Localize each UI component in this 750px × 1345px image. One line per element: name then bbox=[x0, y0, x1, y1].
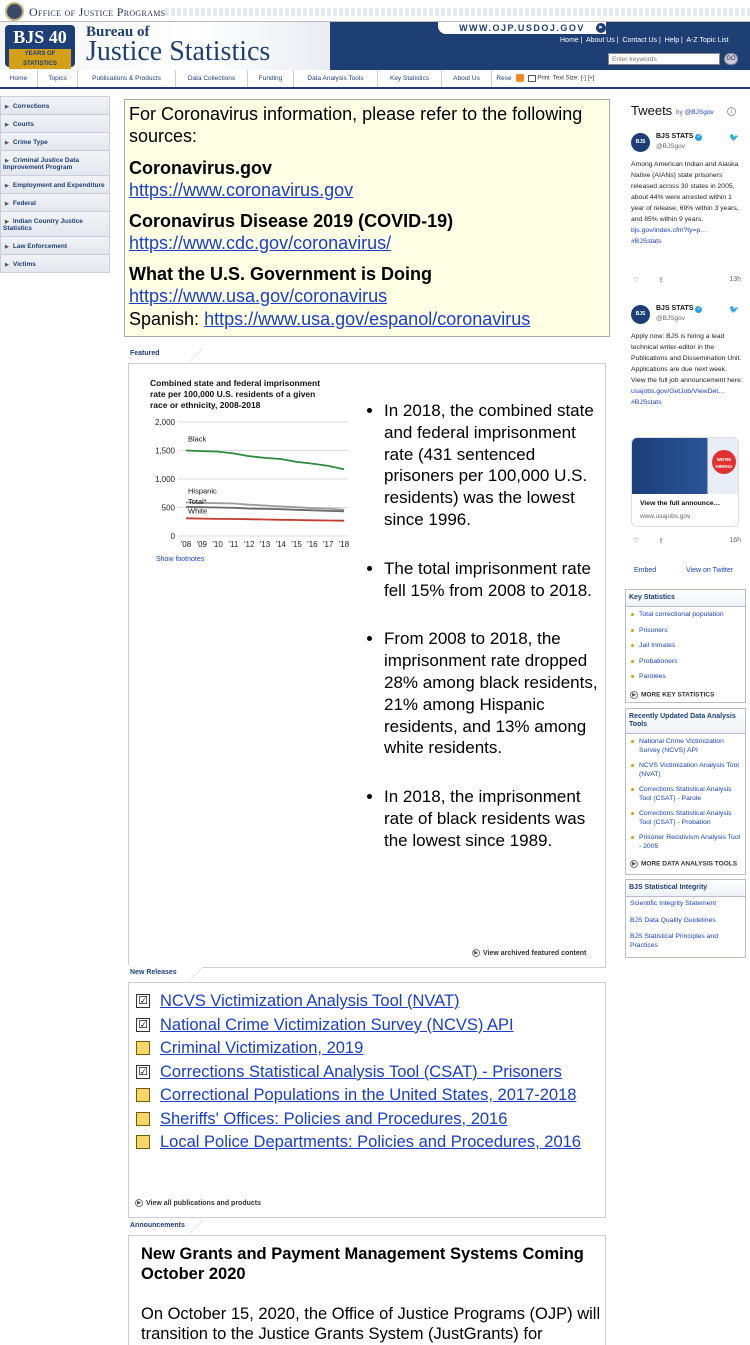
series-label: Total* bbox=[188, 496, 207, 506]
sidebar-item-label: Crime Type bbox=[12, 139, 48, 146]
view-archived-link[interactable] bbox=[472, 949, 586, 957]
tweet-body: Apply now: BJS is hiring a lead technical writer-editor in the Publications and Dissemination Unit. Applications are due next week. View the full job announcement here: bbox=[631, 333, 743, 384]
triangle-right-icon: ▶ bbox=[5, 244, 9, 250]
avatar[interactable]: BJS bbox=[631, 133, 650, 152]
featured-facts bbox=[362, 400, 602, 879]
integrity-link[interactable]: Scientific Integrity Statement bbox=[630, 900, 717, 907]
chart-title: Combined state and federal imprisonment bbox=[150, 378, 321, 388]
sidebar-item-federal[interactable] bbox=[0, 194, 110, 212]
corona-heading-3: What the U.S. Government is Doing bbox=[129, 264, 433, 284]
avatar[interactable]: BJS bbox=[631, 305, 650, 324]
release-list bbox=[134, 991, 604, 1156]
url-go-icon[interactable]: ▸ bbox=[596, 23, 606, 33]
list-item bbox=[134, 1038, 604, 1059]
twitter-handle-link[interactable]: @BJSgov bbox=[684, 109, 714, 116]
embed-link[interactable]: Embed bbox=[634, 567, 657, 574]
triangle-right-icon: ▶ bbox=[5, 262, 9, 268]
sidebar-item-victims[interactable] bbox=[0, 255, 110, 273]
checkbox-icon: ☑ bbox=[136, 1065, 150, 1079]
ojp-seal-icon[interactable] bbox=[5, 2, 24, 21]
tweet bbox=[631, 133, 743, 293]
checkbox-icon: ☑ bbox=[136, 994, 150, 1008]
sidebar-item-crime-type[interactable] bbox=[0, 133, 110, 151]
bjs-logo-area bbox=[0, 22, 330, 70]
y-tick-label: 0 bbox=[170, 532, 175, 541]
nav-data-collections[interactable]: Data Collections bbox=[176, 70, 248, 87]
list-item bbox=[134, 991, 604, 1012]
list-item[interactable]: Probationers bbox=[630, 658, 741, 667]
integrity-widget bbox=[625, 879, 746, 958]
list-item[interactable]: Prisoners bbox=[630, 627, 741, 636]
corona-heading-1: Coronavirus.gov bbox=[129, 158, 273, 178]
page-tools bbox=[516, 74, 594, 82]
tweet-link-card[interactable] bbox=[631, 437, 739, 527]
y-tick-label: 500 bbox=[161, 503, 175, 513]
ojp-bar bbox=[0, 0, 750, 22]
tweet-author-name: BJS STATS bbox=[656, 133, 694, 140]
list-item bbox=[134, 1062, 604, 1083]
integrity-links bbox=[626, 897, 745, 962]
book-icon bbox=[136, 1041, 150, 1055]
x-tick-label: '14 bbox=[275, 540, 287, 549]
x-tick-label: '11 bbox=[228, 540, 239, 549]
ojp-title[interactable]: Office of Justice Programs bbox=[29, 5, 166, 19]
sidebar-item-label: Employment and Expenditure bbox=[12, 182, 105, 189]
top-link-about[interactable]: About Us bbox=[585, 37, 615, 44]
tweets-by bbox=[676, 109, 714, 116]
bjs40-sub: YEARS OF STATISTICS bbox=[9, 49, 71, 69]
sidebar-item-indian-country[interactable] bbox=[0, 212, 110, 237]
triangle-right-icon: ▶ bbox=[5, 104, 9, 110]
sidebar-item-label: Victims bbox=[12, 261, 36, 268]
chart-title: rate per 100,000 U.S. residents of a given bbox=[150, 389, 316, 399]
series-label: White bbox=[188, 506, 208, 516]
y-tick-label: 1,000 bbox=[154, 475, 175, 484]
nav-data-analysis-tools[interactable]: Data Analysis Tools bbox=[294, 70, 378, 87]
tweet-text bbox=[631, 331, 743, 408]
new-releases-tab: New Releases bbox=[128, 965, 202, 983]
tweet-time[interactable]: 13h bbox=[729, 276, 741, 283]
list-item bbox=[134, 1015, 604, 1036]
tweet-author[interactable] bbox=[656, 305, 702, 313]
tweet-link[interactable]: usajobs.gov/GetJob/ViewDet… bbox=[631, 388, 725, 395]
x-tick-label: '15 bbox=[291, 540, 302, 549]
x-tick-label: '10 bbox=[212, 540, 223, 549]
print-icon[interactable] bbox=[528, 75, 536, 82]
card-title: View the full announce… bbox=[640, 500, 721, 507]
list-item[interactable]: Corrections Statistical Analysis Tool (CSAT) - Parole bbox=[630, 786, 741, 803]
show-footnotes-link[interactable]: Show footnotes bbox=[156, 556, 205, 563]
x-tick-label: '12 bbox=[243, 540, 255, 549]
arrow-right-icon: ▶ bbox=[472, 949, 480, 957]
list-item bbox=[134, 1085, 604, 1106]
x-tick-label: '13 bbox=[259, 540, 271, 549]
tweet-text bbox=[631, 159, 743, 247]
share-icon[interactable]: ⇪ bbox=[658, 277, 664, 284]
archived-label: View archived featured content bbox=[483, 949, 587, 957]
release-link[interactable]: National Crime Victimization Survey (NCVS) API bbox=[160, 1015, 514, 1034]
data-tools-widget bbox=[625, 708, 746, 875]
list-item[interactable]: Corrections Statistical Analysis Tool (CSAT) - Probation bbox=[630, 810, 741, 827]
fact-item: • The total imprisonment rate fell 15% from 2008 to 2018. bbox=[384, 558, 602, 602]
view-all-label: View all publications and products bbox=[146, 1199, 262, 1207]
sidebar-item-cjdip[interactable] bbox=[0, 151, 110, 176]
sidebar-item-label: Courts bbox=[12, 121, 34, 128]
corona-lead: For Coronavirus information, please refer to the following sources: bbox=[129, 104, 583, 146]
view-all-pubs-link[interactable] bbox=[135, 1199, 261, 1207]
sidebar-item-label: Criminal Justice Data Improvement Program bbox=[3, 157, 79, 171]
x-tick-label: '17 bbox=[322, 540, 334, 549]
corona-spanish bbox=[129, 308, 605, 331]
twitter-widget bbox=[625, 99, 746, 581]
search-button[interactable]: GO bbox=[724, 53, 738, 65]
key-statistics-list bbox=[626, 607, 745, 691]
triangle-right-icon: ▶ bbox=[5, 183, 9, 189]
top-link-az[interactable]: A-Z Topic List bbox=[686, 37, 729, 44]
bjs40-logo[interactable] bbox=[5, 25, 75, 67]
announcement-heading: New Grants and Payment Management Systems Coming October 2020 bbox=[141, 1245, 584, 1283]
data-tools-title: Recently Updated Data Analysis Tools bbox=[626, 709, 745, 734]
bjs40-number: BJS 40 bbox=[13, 27, 67, 47]
list-item[interactable]: Jail Inmates bbox=[630, 642, 741, 651]
more-label: MORE KEY STATISTICS bbox=[641, 691, 715, 699]
x-tick-label: '09 bbox=[196, 540, 208, 549]
triangle-right-icon: ▶ bbox=[5, 158, 9, 164]
card-image bbox=[632, 438, 739, 494]
nav-funding[interactable]: Funding bbox=[248, 70, 294, 87]
chart-title: race or ethnicity, 2008-2018 bbox=[150, 400, 261, 410]
release-link[interactable]: Corrections Statistical Analysis Tool (CSAT) - Prisoners bbox=[160, 1062, 562, 1081]
hiring-badge: WE'RE HIRING! bbox=[712, 450, 736, 474]
coronavirus-notice bbox=[124, 99, 610, 337]
sidebar-item-employment[interactable] bbox=[0, 176, 110, 194]
heart-icon[interactable]: ♡ bbox=[633, 277, 640, 284]
tweet-link[interactable]: bjs.gov/index.cfm?ty=p… bbox=[631, 227, 708, 234]
topic-sidebar bbox=[0, 96, 110, 273]
release-link[interactable]: Correctional Populations in the United States, 2017-2018 bbox=[160, 1086, 577, 1104]
announcement bbox=[141, 1244, 603, 1344]
nav-research[interactable]: Rese bbox=[496, 75, 512, 82]
sidebar-item-label: Corrections bbox=[12, 103, 50, 110]
verified-icon: ✓ bbox=[696, 134, 702, 140]
book-icon bbox=[136, 1135, 150, 1149]
share-icon[interactable]: ⇪ bbox=[658, 538, 664, 545]
nav-topics[interactable]: Topics bbox=[38, 70, 78, 87]
series-line-black bbox=[186, 451, 344, 470]
tweets-by-label: by bbox=[676, 109, 683, 116]
sidebar-item-label: Federal bbox=[12, 200, 36, 207]
tweet-handle[interactable]: @BJSgov bbox=[656, 315, 685, 322]
arrow-right-icon: ▶ bbox=[630, 691, 638, 699]
corona-link-spanish[interactable]: https://www.usa.gov/espanol/coronavirus bbox=[204, 309, 531, 329]
arrow-right-icon: ▶ bbox=[135, 1199, 143, 1207]
tweets-title: Tweets bbox=[631, 103, 673, 118]
y-tick-label: 2,000 bbox=[154, 418, 175, 427]
text-size-label: Text Size: bbox=[552, 75, 579, 82]
print-link[interactable]: Print bbox=[537, 75, 550, 82]
rss-icon[interactable] bbox=[516, 74, 524, 82]
sidebar-item-label: Indian Country Justice Statistics bbox=[3, 218, 83, 232]
list-item[interactable]: National Crime Victimization Survey (NCVS) API bbox=[630, 738, 741, 755]
key-statistics-title: Key Statistics bbox=[626, 590, 745, 607]
view-on-twitter-link[interactable]: View on Twitter bbox=[686, 567, 734, 574]
search-input[interactable] bbox=[608, 53, 720, 65]
book-icon bbox=[136, 1088, 150, 1102]
list-item[interactable]: Prisoner Recidivism Analysis Tool - 2005 bbox=[630, 834, 741, 851]
top-link-help[interactable]: Help bbox=[664, 37, 680, 44]
checkbox-icon: ☑ bbox=[136, 1018, 150, 1032]
key-statistics-widget bbox=[625, 589, 746, 703]
tweet-time[interactable]: 16h bbox=[729, 537, 741, 544]
series-label: Hispanic bbox=[188, 486, 217, 496]
fact-item: • In 2018, the imprisonment rate of black residents was the lowest since 1989. bbox=[384, 786, 602, 851]
corona-link-1[interactable]: https://www.coronavirus.gov bbox=[129, 180, 354, 200]
tweet-handle[interactable]: @BJSgov bbox=[656, 143, 685, 150]
sidebar-item-courts[interactable] bbox=[0, 115, 110, 133]
integrity-link[interactable]: BJS Data Quality Guidelines bbox=[630, 916, 716, 924]
nav-key-statistics[interactable]: Key Statistics bbox=[378, 70, 442, 87]
corona-link-2[interactable]: https://www.cdc.gov/coronavirus/ bbox=[129, 233, 392, 253]
nav-publications[interactable]: Publications & Products bbox=[78, 70, 176, 87]
more-data-tools-link[interactable] bbox=[626, 860, 745, 872]
decorative-stripe bbox=[165, 8, 750, 16]
featured-tab: Featured bbox=[128, 346, 202, 364]
more-key-statistics-link[interactable] bbox=[626, 691, 745, 703]
sidebar-item-label: Law Enforcement bbox=[12, 243, 68, 250]
bjs-name-line2[interactable]: Justice Statistics bbox=[86, 36, 271, 67]
top-link-contact[interactable]: Contact Us bbox=[622, 37, 658, 44]
tweet-hashtag[interactable]: #BJSstats bbox=[631, 399, 662, 406]
card-site: www.usajobs.gov bbox=[640, 513, 691, 520]
list-item bbox=[134, 1132, 604, 1153]
ojp-url[interactable]: WWW.OJP.USDOJ.GOV bbox=[438, 22, 606, 34]
nav-home[interactable]: Home bbox=[0, 70, 38, 87]
bjs-banner bbox=[0, 22, 750, 70]
sidebar-item-corrections[interactable] bbox=[0, 96, 110, 115]
data-tools-list bbox=[626, 734, 745, 860]
book-icon bbox=[136, 1112, 150, 1126]
arrow-right-icon: ▶ bbox=[630, 860, 638, 868]
release-link[interactable]: Sheriffs' Offices: Policies and Procedures, 2016 bbox=[160, 1109, 508, 1128]
integrity-title: BJS Statistical Integrity bbox=[626, 880, 745, 897]
tweet-author[interactable] bbox=[656, 133, 702, 141]
series-label: Black bbox=[188, 434, 207, 444]
text-size-minus[interactable]: [-] bbox=[580, 75, 586, 82]
corona-link-3[interactable]: https://www.usa.gov/coronavirus bbox=[129, 286, 388, 306]
verified-icon: ✓ bbox=[696, 306, 702, 312]
corona-heading-2: Coronavirus Disease 2019 (COVID-19) bbox=[129, 211, 454, 231]
main-nav bbox=[0, 70, 750, 89]
x-tick-label: '18 bbox=[338, 540, 350, 549]
text-size-plus[interactable]: [+] bbox=[587, 75, 595, 82]
more-label: MORE DATA ANALYSIS TOOLS bbox=[641, 860, 738, 868]
top-link-home[interactable]: Home bbox=[560, 37, 579, 44]
triangle-right-icon: ▶ bbox=[5, 140, 9, 146]
x-tick-label: '08 bbox=[180, 540, 192, 549]
bjs-name-line1: Bureau of bbox=[86, 24, 150, 40]
list-item bbox=[134, 1109, 604, 1130]
release-link[interactable]: NCVS Victimization Analysis Tool (NVAT) bbox=[160, 992, 460, 1010]
series-line-white bbox=[186, 518, 344, 520]
y-tick-label: 1,500 bbox=[154, 446, 175, 456]
announcements-tab: Announcements bbox=[128, 1218, 202, 1236]
announcement-text: On October 15, 2020, the Office of Justice Programs (OJP) will transition to the Justice Grants System (JustGrants) for bbox=[141, 1305, 601, 1343]
list-item[interactable]: Parolees bbox=[630, 673, 741, 682]
top-links: Home | About Us | Contact Us | Help | A-Z Topic List bbox=[560, 37, 729, 44]
release-link[interactable]: Local Police Departments: Policies and Procedures, 2016 bbox=[160, 1133, 581, 1151]
triangle-right-icon: ▶ bbox=[5, 201, 9, 207]
sidebar-item-law-enforcement[interactable] bbox=[0, 237, 110, 255]
imprisonment-chart[interactable] bbox=[148, 376, 354, 550]
heart-icon[interactable]: ♡ bbox=[633, 538, 640, 545]
twitter-bird-icon[interactable]: 🐦 bbox=[729, 133, 739, 142]
twitter-bird-icon[interactable]: 🐦 bbox=[729, 305, 739, 314]
nav-about-us[interactable]: About Us bbox=[442, 70, 492, 87]
list-item[interactable]: NCVS Victimization Analysis Tool (NVAT) bbox=[630, 762, 741, 779]
integrity-link[interactable]: BJS Statistical Principles and Practices bbox=[630, 933, 719, 949]
fact-item: • From 2008 to 2018, the imprisonment rate dropped 28% among black residents, 21% among Hispanic residents, and 13% among white residents. bbox=[384, 628, 602, 759]
tweet-body: Among American Indian and Alaska Native (AIANs) state prisoners released across 30 states in 2005, about 44% were arrested within 1 year of release, 69% within 3 years, and 85% within 9 years. bbox=[631, 161, 739, 223]
fact-item: • In 2018, the combined state and federal imprisonment rate (431 sentenced prisoners per 100,000 U.S. residents) was the lowest since 1996. bbox=[384, 400, 602, 531]
list-item[interactable]: Total correctional population bbox=[630, 611, 741, 620]
triangle-right-icon: ▶ bbox=[5, 219, 9, 225]
tweet-author-name: BJS STATS bbox=[656, 305, 694, 312]
tweet-hashtag[interactable]: #BJSstats bbox=[631, 238, 662, 245]
info-icon[interactable]: i bbox=[727, 107, 736, 116]
release-link[interactable]: Criminal Victimization, 2019 bbox=[160, 1039, 364, 1057]
chart-svg bbox=[148, 376, 354, 550]
spanish-label: Spanish: bbox=[129, 309, 200, 329]
x-tick-label: '16 bbox=[307, 540, 318, 549]
triangle-right-icon: ▶ bbox=[5, 122, 9, 128]
